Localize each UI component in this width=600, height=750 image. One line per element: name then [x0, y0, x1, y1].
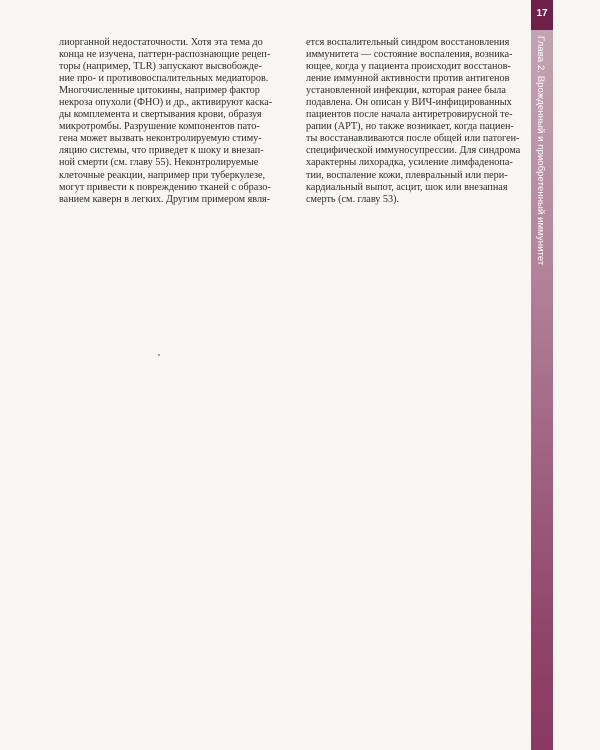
text-line: Многочисленные цитокины, например фактор: [59, 85, 260, 97]
text-line: ляцию системы, что приведет к шоку и внезап-: [59, 145, 264, 157]
text-line: ющее, когда у пациента происходит восстанов-: [306, 61, 511, 73]
text-line: некроза опухоли (ФНО) и др., активируют каска-: [59, 97, 273, 109]
text-line: ванием каверн в легких. Другим примером явля-: [59, 193, 271, 205]
text-line: специфической иммуносупрессии. Для синдрома: [306, 145, 521, 157]
text-line: ние про- и противовоспалительных медиаторов.: [59, 73, 269, 85]
chapter-title: Глава 2. Врожденный и приобретенный иммунитет: [535, 36, 546, 266]
left-text-column: [59, 37, 295, 206]
text-line: гена может вызвать неконтролируемую стиму-: [59, 133, 262, 145]
text-line: смерть (см. главу 53).: [306, 193, 400, 205]
print-speck: [158, 354, 160, 356]
page-number: 17: [536, 8, 548, 19]
text-line: торы (например, TLR) запускают высвобожде-: [59, 61, 262, 73]
text-line: конца не изучена, паттерн-распознающие рецеп-: [59, 49, 271, 61]
right-text-column: [306, 37, 532, 206]
text-line: ется воспалительный синдром восстановления: [306, 37, 510, 48]
text-line: тии, воспаление кожи, плевральный или пери-: [306, 169, 508, 181]
text-line: иммунитета — состояние воспаления, возника-: [306, 49, 513, 61]
text-line: клеточные реакции, например при туберкулезе,: [59, 169, 266, 181]
text-line: могут привести к повреждению тканей с образо-: [59, 181, 271, 193]
text-line: подавлена. Он описан у ВИЧ-инфицированных: [306, 97, 512, 109]
text-line: ды комплемента и свертывания крови, образуя: [59, 109, 262, 121]
text-line: установленной инфекции, которая ранее была: [306, 85, 506, 97]
text-line: ление иммунной активности против антигенов: [306, 73, 510, 85]
page-number-box: [531, 0, 553, 30]
text-line: характерны лихорадка, усиление лимфаденопа-: [306, 157, 513, 169]
text-line: лиорганной недостаточности. Хотя эта тема до: [59, 37, 263, 48]
text-line: ты восстанавливаются после общей или патоген-: [306, 133, 520, 145]
text-line: пациентов после начала антиретровирусной те-: [306, 109, 513, 121]
chapter-sidebar: [531, 0, 553, 750]
text-line: кардиальный выпот, асцит, шок или внезапная: [306, 181, 508, 193]
text-line: микротромбы. Разрушение компонентов пато-: [59, 121, 260, 133]
text-line: ной смерти (см. главу 55). Неконтролируемые: [59, 157, 259, 169]
text-line: рапии (АРТ), но также возникает, когда пациен-: [306, 121, 514, 133]
